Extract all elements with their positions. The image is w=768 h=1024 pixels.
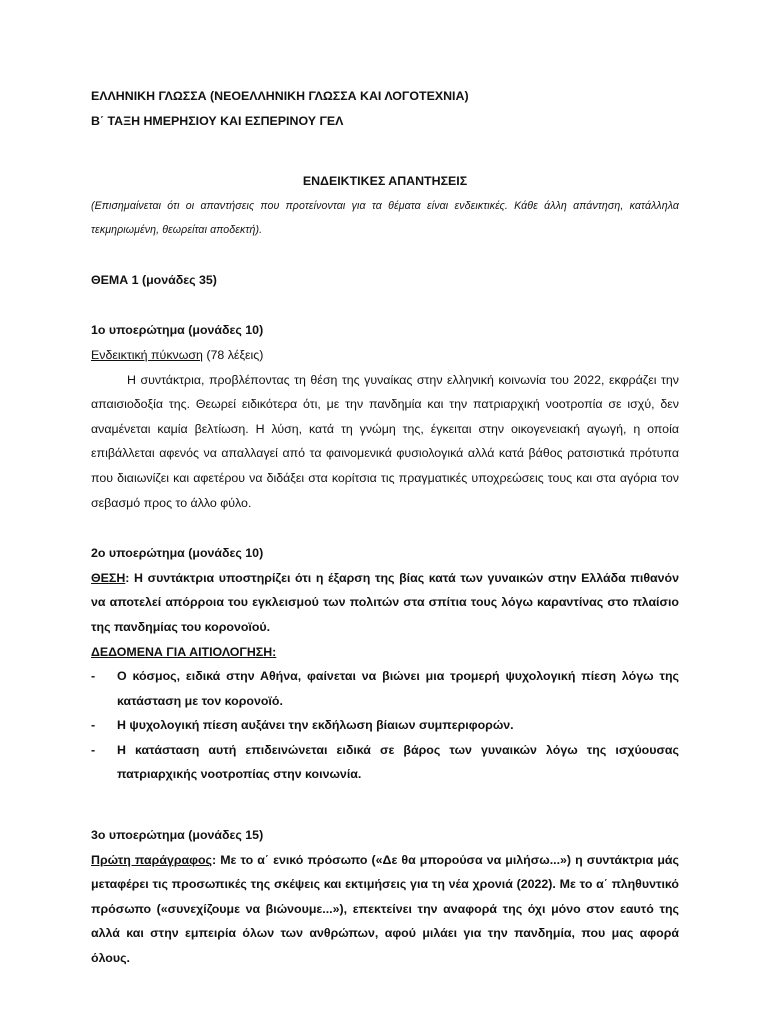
document-page xyxy=(91,84,679,971)
question-1-heading: 1ο υποερώτημα (μονάδες 10) xyxy=(91,323,264,338)
dash-marker: - xyxy=(91,742,96,757)
theme-1-heading: ΘΕΜΑ 1 (μονάδες 35) xyxy=(91,272,217,287)
list-item: - Η ψυχολογική πίεση αυξάνει την εκδήλωση βίαιων συμπεριφορών. xyxy=(91,713,679,738)
list-item: - Ο κόσμος, ειδικά στην Αθήνα, φαίνεται να βιώνει μια τρομερή ψυχολογική πίεση λόγω της κατάσταση με τον κορονοϊό. xyxy=(91,664,679,713)
summary-label: Ενδεικτική πύκνωση xyxy=(91,347,203,362)
reasons-list xyxy=(91,664,679,787)
question-2-heading: 2ο υποερώτημα (μονάδες 10) xyxy=(91,546,264,561)
thesis-paragraph xyxy=(91,566,679,640)
intro-note: (Επισημαίνεται ότι οι απαντήσεις που προτείνονται για τα θέματα είναι ενδεικτικές. Κάθε άλλη απάντηση, κατάλληλα τεκμηριωμένη, θεωρείται αποδεκτή). xyxy=(91,199,679,236)
dash-marker: - xyxy=(91,718,96,733)
class-title: Β΄ ΤΑΞΗ ΗΜΕΡΗΣΙΟΥ ΚΑΙ ΕΣΠΕΡΙΝΟΥ ΓΕΛ xyxy=(91,113,344,128)
dash-marker: - xyxy=(91,669,96,684)
document-title: ΕΝΔΕΙΚΤΙΚΕΣ ΑΠΑΝΤΗΣΕΙΣ xyxy=(302,174,468,189)
list-item: - Η κατάσταση αυτή επιδεινώνεται ειδικά σε βάρος των γυναικών λόγω της ισχύουσας πατριαρχικής νοοτροπίας στην κοινωνία. xyxy=(91,738,679,787)
question-3-heading: 3ο υποερώτημα (μονάδες 15) xyxy=(91,828,264,843)
question-3-body: Πρώτη παράγραφος: Με το α΄ ενικό πρόσωπο («Δε θα μπορούσα να μιλήσω...») η συντάκτρια μάς μεταφέρει τις προσωπικές της σκέψεις και εκτιμήσεις για τη νέα χρονιά (2022). Με το α΄ πληθυντικό πρόσωπο («συνεχίζουμε να βιώνουμε...»), επεκτείνει την αναφορά της όχι μόνο στον εαυτό της αλλά και στην εμπειρία όλων των ανθρώπων, αφού μιλάει για την πανδημία, που μας αφορά όλους. xyxy=(91,852,679,966)
thesis-label: ΘΕΣΗ xyxy=(91,570,126,585)
first-paragraph-label: Πρώτη παράγραφος xyxy=(91,852,212,867)
word-count: (78 λέξεις) xyxy=(202,347,264,362)
question-1-body: Η συντάκτρια, προβλέποντας τη θέση της γυναίκας στην ελληνική κοινωνία του 2022, εκφράζει την απαισιοδοξία της. Θεωρεί ειδικότερα ότι, με την πανδημία και την πατριαρχική νοοτροπία σε ισχύ, δεν αναμένεται καμία βελτίωση. Η λύση, κατά τη γνώμη της, έγκειται στην οικογενειακή αγωγή, η οποία επιβάλλεται αφενός να απαλλαγεί από τα φαινομενικά φυσιολογικά αλλά κατά βάθος ρατσιστικά πρότυπα που διαιωνίζει και αφετέρου να διδάξει στα κορίτσια τις πραγματικές υποχρεώσεις τους και στα αγόρια τον σεβασμό προς το άλλο φύλο. xyxy=(91,372,679,510)
question-1-label xyxy=(91,343,679,368)
data-label: ΔΕΔΟΜΕΝΑ ΓΙΑ ΑΙΤΙΟΛΟΓΗΣΗ: xyxy=(91,644,277,659)
thesis-text: : Η συντάκτρια υποστηρίζει ότι η έξαρση της βίας κατά των γυναικών στην Ελλάδα πιθανόν να αποτελεί απόρροια του εγκλεισμού των πολιτών στα σπίτια τους λόγω καραντίνας στο πλαίσιο της πανδημίας του κορονοϊού. xyxy=(91,570,679,634)
subject-title: ΕΛΛΗΝΙΚΗ ΓΛΩΣΣΑ (ΝΕΟΕΛΛΗΝΙΚΗ ΓΛΩΣΣΑ ΚΑΙ ΛΟΓΟΤΕΧΝΙΑ) xyxy=(91,89,469,103)
